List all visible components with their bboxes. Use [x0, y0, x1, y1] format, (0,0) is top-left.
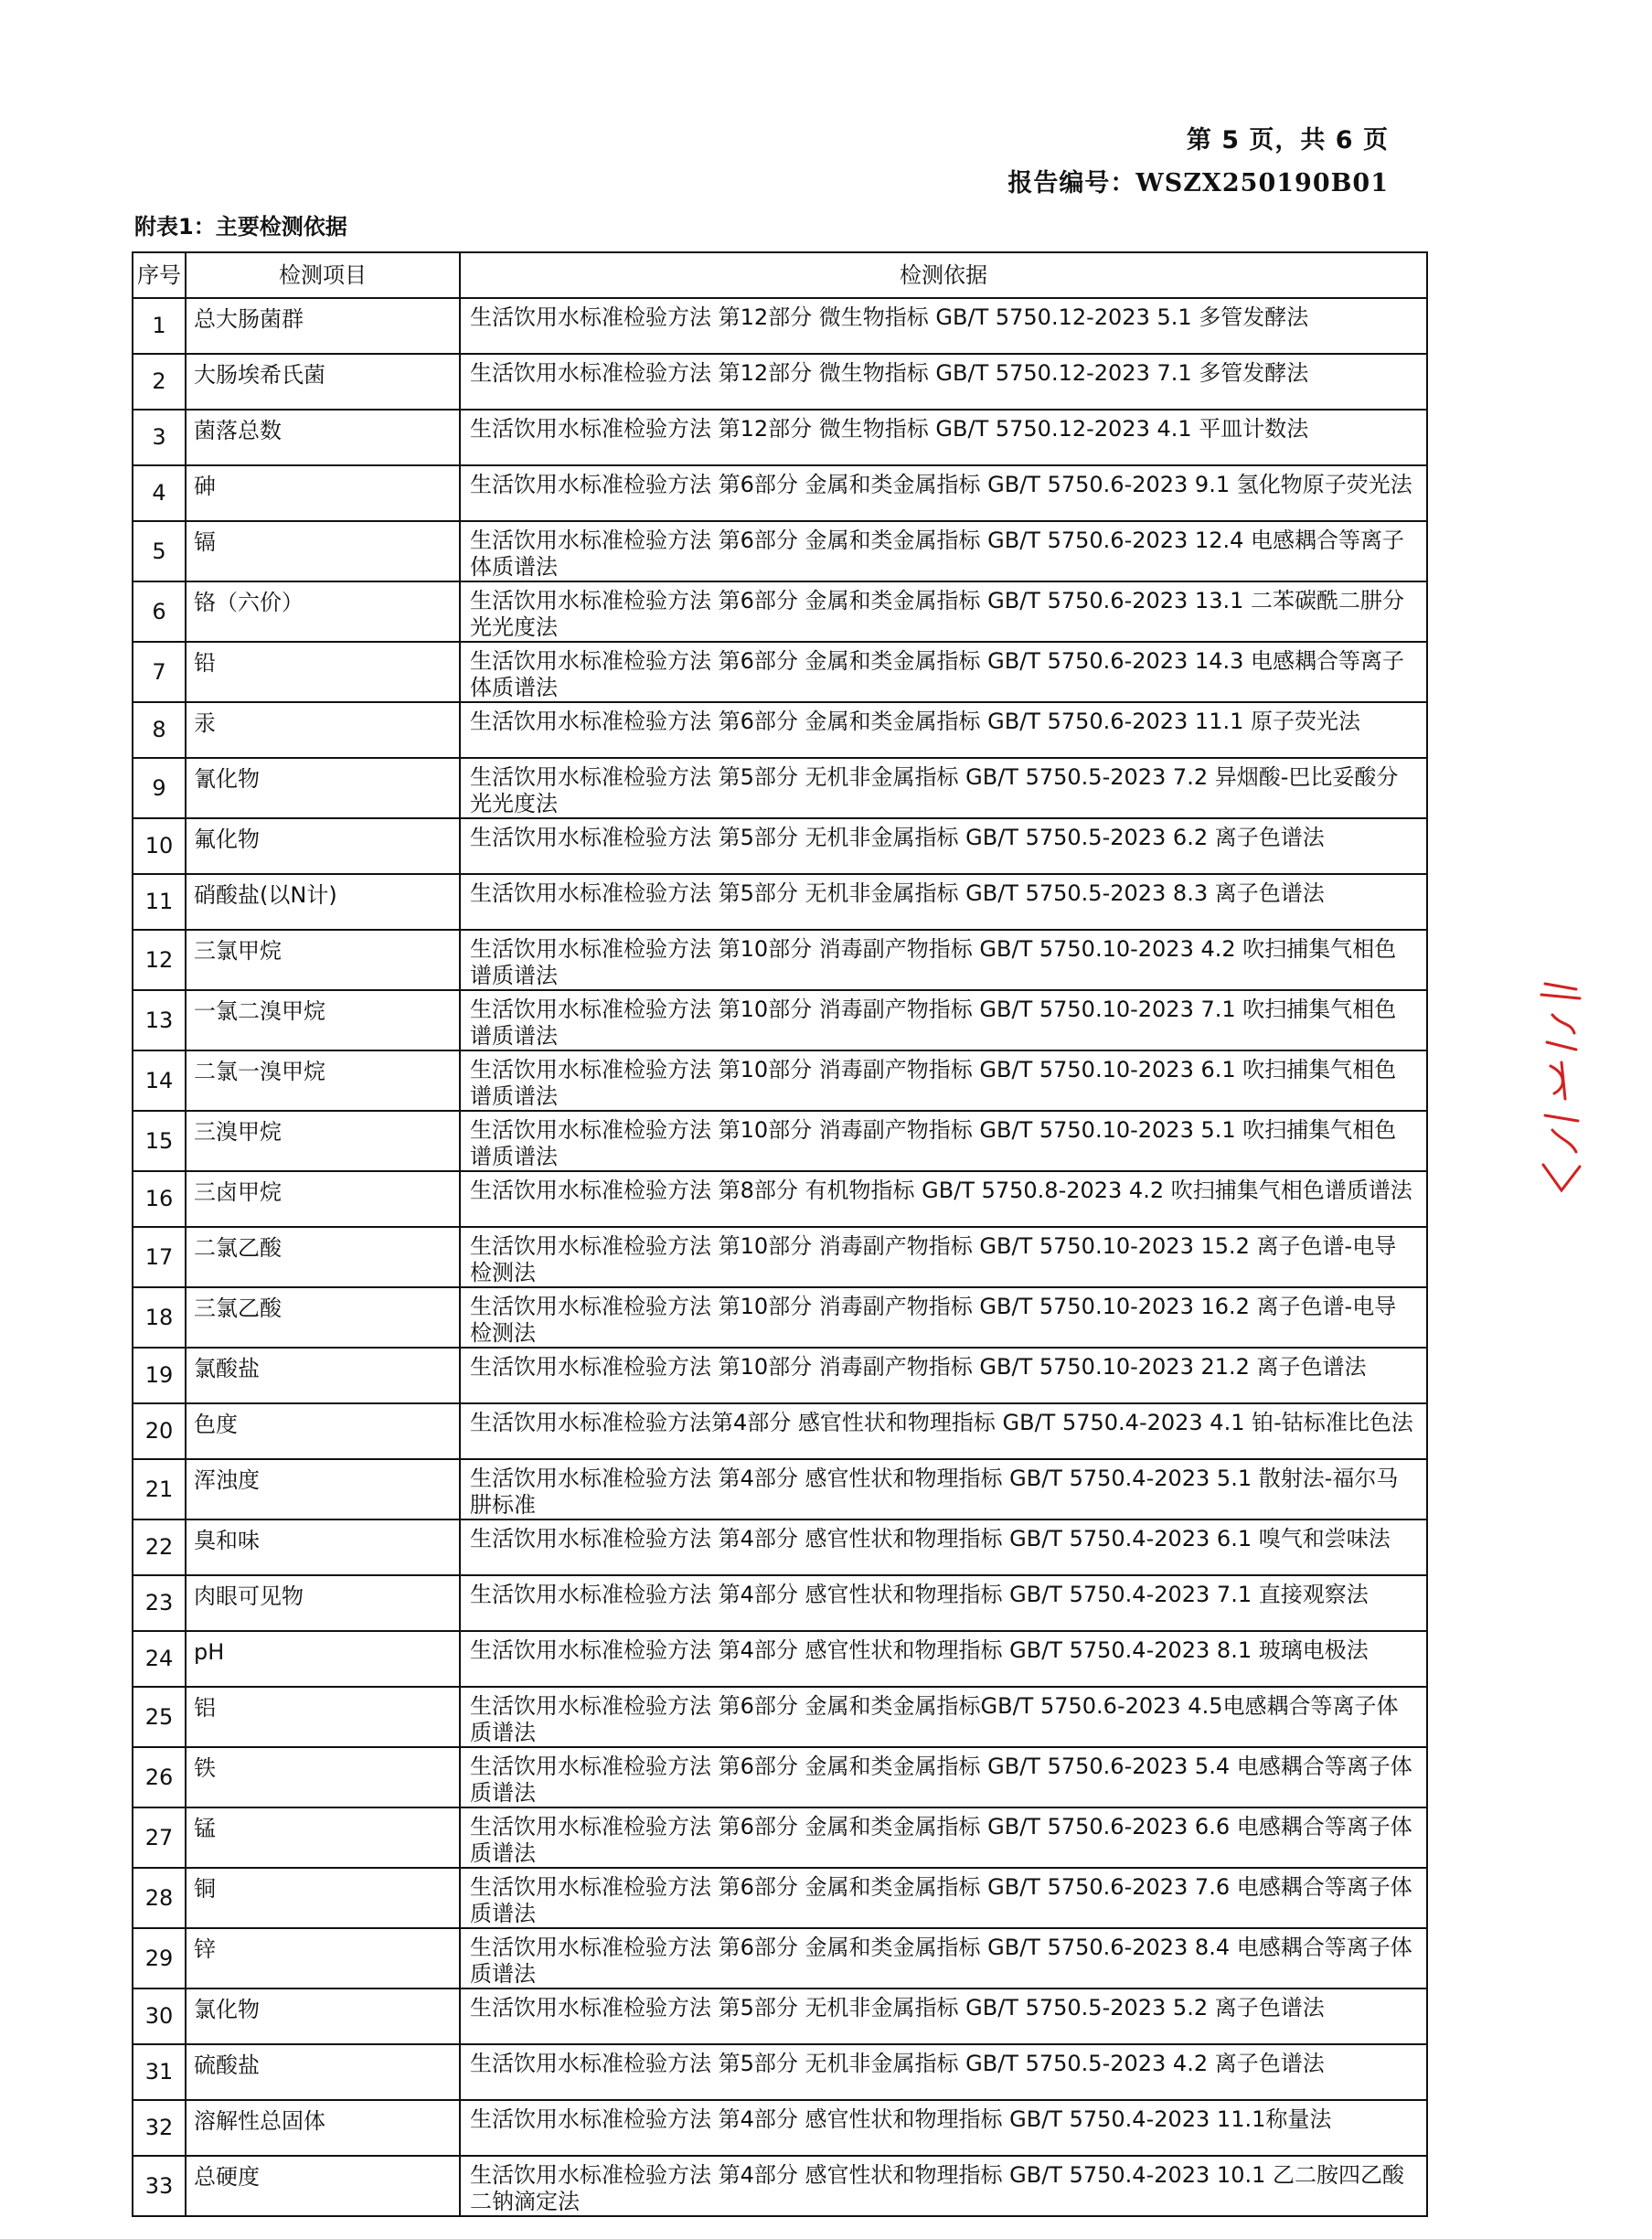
table-row: [133, 465, 1427, 521]
row-test-basis: 生活饮用水标准检验方法 第10部分 消毒副产物指标 GB/T 5750.10-2023 6.1 吹扫捕集气相色谱质谱法: [460, 1050, 1427, 1111]
testing-basis-table: [132, 251, 1428, 2217]
row-test-item: 溶解性总固体: [186, 2100, 460, 2156]
report-number: [1007, 163, 1389, 198]
row-test-item: 氯酸盐: [186, 1348, 460, 1403]
row-test-basis: 生活饮用水标准检验方法 第6部分 金属和类金属指标GB/T 5750.6-2023 4.5电感耦合等离子体质谱法: [460, 1687, 1427, 1747]
row-test-basis: 生活饮用水标准检验方法 第10部分 消毒副产物指标 GB/T 5750.10-2023 4.2 吹扫捕集气相色谱质谱法: [460, 930, 1427, 990]
row-number: 19: [133, 1348, 186, 1403]
row-test-basis: 生活饮用水标准检验方法 第6部分 金属和类金属指标 GB/T 5750.6-2023 6.6 电感耦合等离子体质谱法: [460, 1807, 1427, 1868]
row-test-basis: 生活饮用水标准检验方法 第6部分 金属和类金属指标 GB/T 5750.6-2023 14.3 电感耦合等离子体质谱法: [460, 642, 1427, 702]
row-number: 4: [133, 465, 186, 521]
table-row: [133, 930, 1427, 990]
row-number: 30: [133, 1988, 186, 2044]
row-test-item: 铜: [186, 1868, 460, 1928]
row-number: 23: [133, 1575, 186, 1631]
row-number: 29: [133, 1928, 186, 1988]
row-test-item: 臭和味: [186, 1519, 460, 1575]
row-test-basis: 生活饮用水标准检验方法 第10部分 消毒副产物指标 GB/T 5750.10-2023 15.2 离子色谱-电导检测法: [460, 1227, 1427, 1287]
row-test-item: 总大肠菌群: [186, 298, 460, 354]
row-test-basis: 生活饮用水标准检验方法 第5部分 无机非金属指标 GB/T 5750.5-2023 6.2 离子色谱法: [460, 818, 1427, 874]
row-test-basis: 生活饮用水标准检验方法 第10部分 消毒副产物指标 GB/T 5750.10-2023 16.2 离子色谱-电导检测法: [460, 1287, 1427, 1348]
row-test-item: 氯化物: [186, 1988, 460, 2044]
row-number: 12: [133, 930, 186, 990]
table-row: [133, 1988, 1427, 2044]
row-number: 28: [133, 1868, 186, 1928]
table-row: [133, 1807, 1427, 1868]
row-test-basis: 生活饮用水标准检验方法 第4部分 感官性状和物理指标 GB/T 5750.4-2023 8.1 玻璃电极法: [460, 1631, 1427, 1687]
table-row: [133, 1575, 1427, 1631]
row-test-basis: 生活饮用水标准检验方法 第6部分 金属和类金属指标 GB/T 5750.6-2023 5.4 电感耦合等离子体质谱法: [460, 1747, 1427, 1807]
row-test-basis: 生活饮用水标准检验方法 第6部分 金属和类金属指标 GB/T 5750.6-2023 11.1 原子荧光法: [460, 702, 1427, 758]
row-test-item: 一氯二溴甲烷: [186, 990, 460, 1050]
row-number: 18: [133, 1287, 186, 1348]
table-row: [133, 521, 1427, 581]
row-test-basis: 生活饮用水标准检验方法 第6部分 金属和类金属指标 GB/T 5750.6-2023 8.4 电感耦合等离子体质谱法: [460, 1928, 1427, 1988]
row-test-item: 锰: [186, 1807, 460, 1868]
row-number: 9: [133, 758, 186, 818]
row-number: 6: [133, 581, 186, 642]
row-number: 11: [133, 874, 186, 930]
row-test-basis: 生活饮用水标准检验方法 第4部分 感官性状和物理指标 GB/T 5750.4-2023 7.1 直接观察法: [460, 1575, 1427, 1631]
row-test-item: 总硬度: [186, 2156, 460, 2216]
table-row: [133, 354, 1427, 410]
column-header-no: 序号: [133, 252, 186, 298]
row-test-item: 大肠埃希氏菌: [186, 354, 460, 410]
row-number: 21: [133, 1459, 186, 1519]
table-row: [133, 581, 1427, 642]
table-row: [133, 410, 1427, 465]
row-test-basis: 生活饮用水标准检验方法 第4部分 感官性状和物理指标 GB/T 5750.4-2023 11.1称量法: [460, 2100, 1427, 2156]
table-row: [133, 1928, 1427, 1988]
row-test-item: 三氯甲烷: [186, 930, 460, 990]
row-number: 32: [133, 2100, 186, 2156]
row-test-basis: 生活饮用水标准检验方法 第5部分 无机非金属指标 GB/T 5750.5-2023 4.2 离子色谱法: [460, 2044, 1427, 2100]
row-test-item: 氰化物: [186, 758, 460, 818]
row-test-item: 砷: [186, 465, 460, 521]
table-row: [133, 1348, 1427, 1403]
table-row: [133, 758, 1427, 818]
row-number: 16: [133, 1171, 186, 1227]
row-test-basis: 生活饮用水标准检验方法 第10部分 消毒副产物指标 GB/T 5750.10-2023 5.1 吹扫捕集气相色谱质谱法: [460, 1111, 1427, 1171]
table-header-row: [133, 252, 1427, 298]
table-row: [133, 874, 1427, 930]
row-test-basis: 生活饮用水标准检验方法第4部分 感官性状和物理指标 GB/T 5750.4-2023 4.1 铂-钴标准比色法: [460, 1403, 1427, 1459]
seal-stamp: [1534, 978, 1589, 1198]
table-row: [133, 1403, 1427, 1459]
row-number: 14: [133, 1050, 186, 1111]
table-row: [133, 298, 1427, 354]
table-row: [133, 1747, 1427, 1807]
row-test-item: 铬（六价）: [186, 581, 460, 642]
row-test-basis: 生活饮用水标准检验方法 第4部分 感官性状和物理指标 GB/T 5750.4-2023 10.1 乙二胺四乙酸二钠滴定法: [460, 2156, 1427, 2216]
row-number: 15: [133, 1111, 186, 1171]
row-test-item: 浑浊度: [186, 1459, 460, 1519]
row-test-item: 三氯乙酸: [186, 1287, 460, 1348]
row-number: 24: [133, 1631, 186, 1687]
row-number: 27: [133, 1807, 186, 1868]
table-row: [133, 1171, 1427, 1227]
row-test-item: 肉眼可见物: [186, 1575, 460, 1631]
row-number: 33: [133, 2156, 186, 2216]
row-test-item: 色度: [186, 1403, 460, 1459]
row-test-item: pH: [186, 1631, 460, 1687]
row-test-basis: 生活饮用水标准检验方法 第12部分 微生物指标 GB/T 5750.12-2023 4.1 平皿计数法: [460, 410, 1427, 465]
row-test-basis: 生活饮用水标准检验方法 第6部分 金属和类金属指标 GB/T 5750.6-2023 9.1 氢化物原子荧光法: [460, 465, 1427, 521]
row-test-item: 三溴甲烷: [186, 1111, 460, 1171]
row-test-basis: 生活饮用水标准检验方法 第5部分 无机非金属指标 GB/T 5750.5-2023 7.2 异烟酸-巴比妥酸分光光度法: [460, 758, 1427, 818]
row-test-basis: 生活饮用水标准检验方法 第5部分 无机非金属指标 GB/T 5750.5-2023 5.2 离子色谱法: [460, 1988, 1427, 2044]
table-row: [133, 818, 1427, 874]
row-number: 31: [133, 2044, 186, 2100]
row-test-item: 汞: [186, 702, 460, 758]
row-number: 7: [133, 642, 186, 702]
row-number: 22: [133, 1519, 186, 1575]
table-row: [133, 642, 1427, 702]
row-test-item: 三卤甲烷: [186, 1171, 460, 1227]
row-number: 5: [133, 521, 186, 581]
table-row: [133, 2100, 1427, 2156]
row-number: 10: [133, 818, 186, 874]
row-test-item: 镉: [186, 521, 460, 581]
row-test-basis: 生活饮用水标准检验方法 第10部分 消毒副产物指标 GB/T 5750.10-2023 21.2 离子色谱法: [460, 1348, 1427, 1403]
row-test-basis: 生活饮用水标准检验方法 第12部分 微生物指标 GB/T 5750.12-2023 5.1 多管发酵法: [460, 298, 1427, 354]
table-caption: 附表1：主要检测依据: [134, 214, 347, 240]
row-test-item: 二氯一溴甲烷: [186, 1050, 460, 1111]
table-row: [133, 1050, 1427, 1111]
table-row: [133, 1631, 1427, 1687]
row-test-item: 硫酸盐: [186, 2044, 460, 2100]
row-test-basis: 生活饮用水标准检验方法 第12部分 微生物指标 GB/T 5750.12-2023 7.1 多管发酵法: [460, 354, 1427, 410]
row-number: 26: [133, 1747, 186, 1807]
row-test-basis: 生活饮用水标准检验方法 第6部分 金属和类金属指标 GB/T 5750.6-2023 7.6 电感耦合等离子体质谱法: [460, 1868, 1427, 1928]
row-test-item: 铁: [186, 1747, 460, 1807]
table-row: [133, 2044, 1427, 2100]
row-test-basis: 生活饮用水标准检验方法 第4部分 感官性状和物理指标 GB/T 5750.4-2023 6.1 嗅气和尝味法: [460, 1519, 1427, 1575]
report-number-value: WSZX250190B01: [1135, 169, 1389, 197]
row-test-item: 氟化物: [186, 818, 460, 874]
row-test-item: 二氯乙酸: [186, 1227, 460, 1287]
report-number-label: 报告编号：: [1007, 169, 1136, 197]
column-header-item: 检测项目: [186, 252, 460, 298]
table-row: [133, 1687, 1427, 1747]
row-test-item: 硝酸盐(以N计): [186, 874, 460, 930]
row-number: 8: [133, 702, 186, 758]
row-test-basis: 生活饮用水标准检验方法 第4部分 感官性状和物理指标 GB/T 5750.4-2023 5.1 散射法-福尔马肼标准: [460, 1459, 1427, 1519]
table-row: [133, 1459, 1427, 1519]
table-row: [133, 1227, 1427, 1287]
row-number: 2: [133, 354, 186, 410]
row-number: 20: [133, 1403, 186, 1459]
row-number: 17: [133, 1227, 186, 1287]
table-row: [133, 1287, 1427, 1348]
table-row: [133, 702, 1427, 758]
page-number: 第 5 页，共 6 页: [1186, 126, 1389, 155]
row-test-item: 锌: [186, 1928, 460, 1988]
table-row: [133, 2156, 1427, 2216]
row-test-basis: 生活饮用水标准检验方法 第5部分 无机非金属指标 GB/T 5750.5-2023 8.3 离子色谱法: [460, 874, 1427, 930]
row-test-basis: 生活饮用水标准检验方法 第6部分 金属和类金属指标 GB/T 5750.6-2023 12.4 电感耦合等离子体质谱法: [460, 521, 1427, 581]
row-test-item: 菌落总数: [186, 410, 460, 465]
row-number: 13: [133, 990, 186, 1050]
row-test-item: 铅: [186, 642, 460, 702]
row-number: 3: [133, 410, 186, 465]
row-number: 1: [133, 298, 186, 354]
table-row: [133, 1111, 1427, 1171]
column-header-basis: 检测依据: [460, 252, 1427, 298]
table-row: [133, 1519, 1427, 1575]
row-number: 25: [133, 1687, 186, 1747]
row-test-item: 铝: [186, 1687, 460, 1747]
row-test-basis: 生活饮用水标准检验方法 第10部分 消毒副产物指标 GB/T 5750.10-2023 7.1 吹扫捕集气相色谱质谱法: [460, 990, 1427, 1050]
row-test-basis: 生活饮用水标准检验方法 第8部分 有机物指标 GB/T 5750.8-2023 4.2 吹扫捕集气相色谱质谱法: [460, 1171, 1427, 1227]
table-row: [133, 990, 1427, 1050]
row-test-basis: 生活饮用水标准检验方法 第6部分 金属和类金属指标 GB/T 5750.6-2023 13.1 二苯碳酰二肼分光光度法: [460, 581, 1427, 642]
table-row: [133, 1868, 1427, 1928]
